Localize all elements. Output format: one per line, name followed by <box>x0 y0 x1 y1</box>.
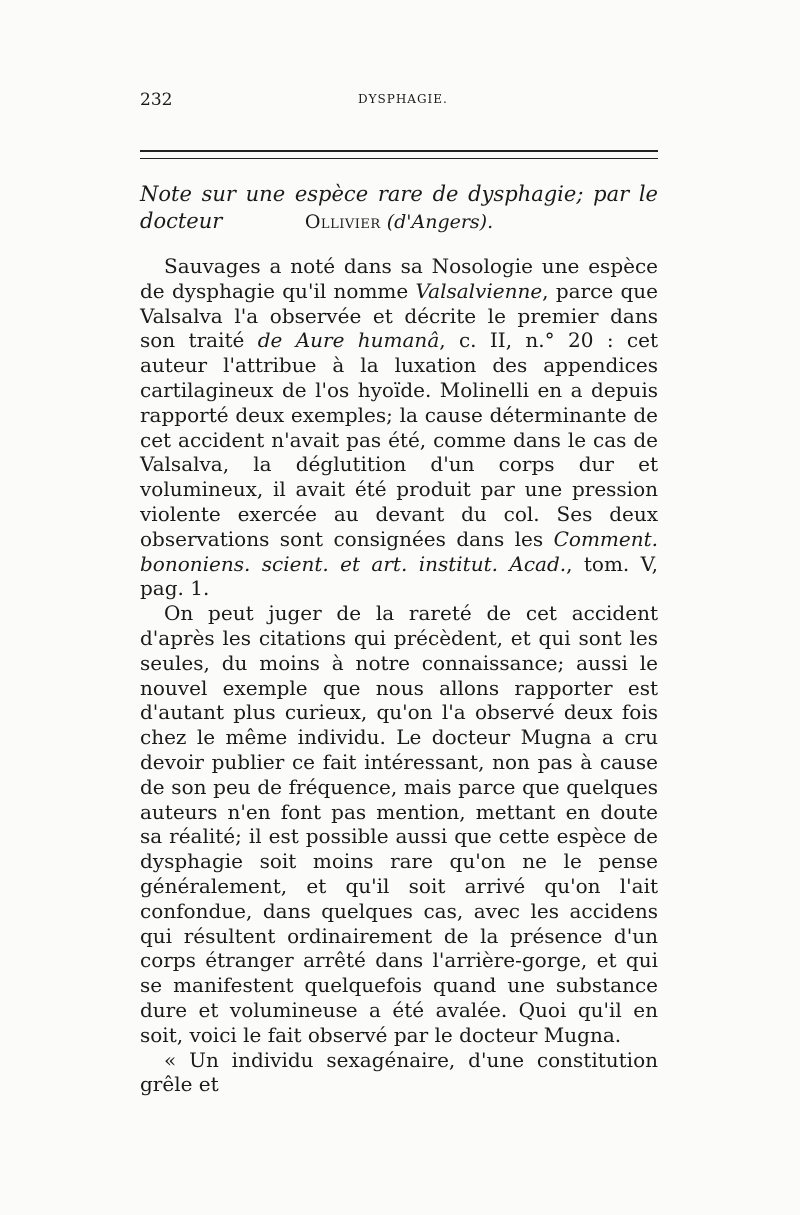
note-author <box>140 209 658 235</box>
paragraph-1-italic: de Aure humanâ <box>257 328 440 353</box>
running-title: DYSPHAGIE. <box>358 92 448 106</box>
author-name: Ollivier <box>304 211 381 233</box>
paragraph-1-part: , c. II, n.° 20 : cet auteur l'attribue à la luxation des appendices cartilagineux de l'os hyoïde. Molinelli en a depuis rapporté deux exemples; la cause déterminante de cet accident n'avait pas été, comme dans le cas de Valsalva, la déglutition d'un corps dur et volumineux, il avait été produit par une pression violente exercée au devant du col. Ses deux observations sont consignées dans les <box>140 328 658 551</box>
header-rule <box>140 150 658 159</box>
note-title: Note sur une espèce rare de dysphagie; par le docteur <box>140 182 658 233</box>
paragraph-1-italic: Valsalvienne <box>415 278 543 303</box>
page-number: 232 <box>140 90 173 110</box>
paragraph-1-part: , parce que Valsalva l'a observée et décrite le premier dans son traité <box>140 278 658 353</box>
page-header <box>140 88 658 112</box>
paragraph-1 <box>140 254 658 601</box>
body-text <box>140 254 658 1097</box>
paragraph-1-part: , tom. V, pag. 1. <box>140 551 658 601</box>
author-place: (d'Angers). <box>386 211 494 233</box>
paragraph-2: On peut juger de la rareté de cet accident d'après les citations qui précèdent, et qui sont les seules, du moins à notre connaissance; aussi le nouvel exemple que nous allons rapporter est d'autant plus curieux, qu'on l'a observé deux fois chez le même individu. Le docteur Mugna a cru devoir publier ce fait intéressant, non pas à cause de son peu de fréquence, mais parce que quelques auteurs n'en font pas mention, mettant en doute sa réalité; il est possible aussi que cette espèce de dysphagie soit moins rare qu'on ne le pense généralement, et qu'il soit arrivé qu'on l'ait confondue, dans quelques cas, avec les accidens qui résultent ordinairement de la présence d'un corps étranger arrêté dans l'arrière-gorge, et qui se manifestent quelquefois quand une substance dure et volumineuse a été avalée. Quoi qu'il en soit, voici le fait observé par le docteur Mugna. <box>140 601 658 1047</box>
paragraph-1-italic: Comment. bononiens. scient. et art. institut. Acad. <box>140 526 658 576</box>
page <box>140 88 658 1097</box>
paragraph-1-part: Sauvages a noté dans sa Nosologie une espèce de dysphagie qu'il nomme <box>140 254 658 303</box>
paragraph-3: « Un individu sexagénaire, d'une constitution grêle et <box>140 1047 658 1097</box>
